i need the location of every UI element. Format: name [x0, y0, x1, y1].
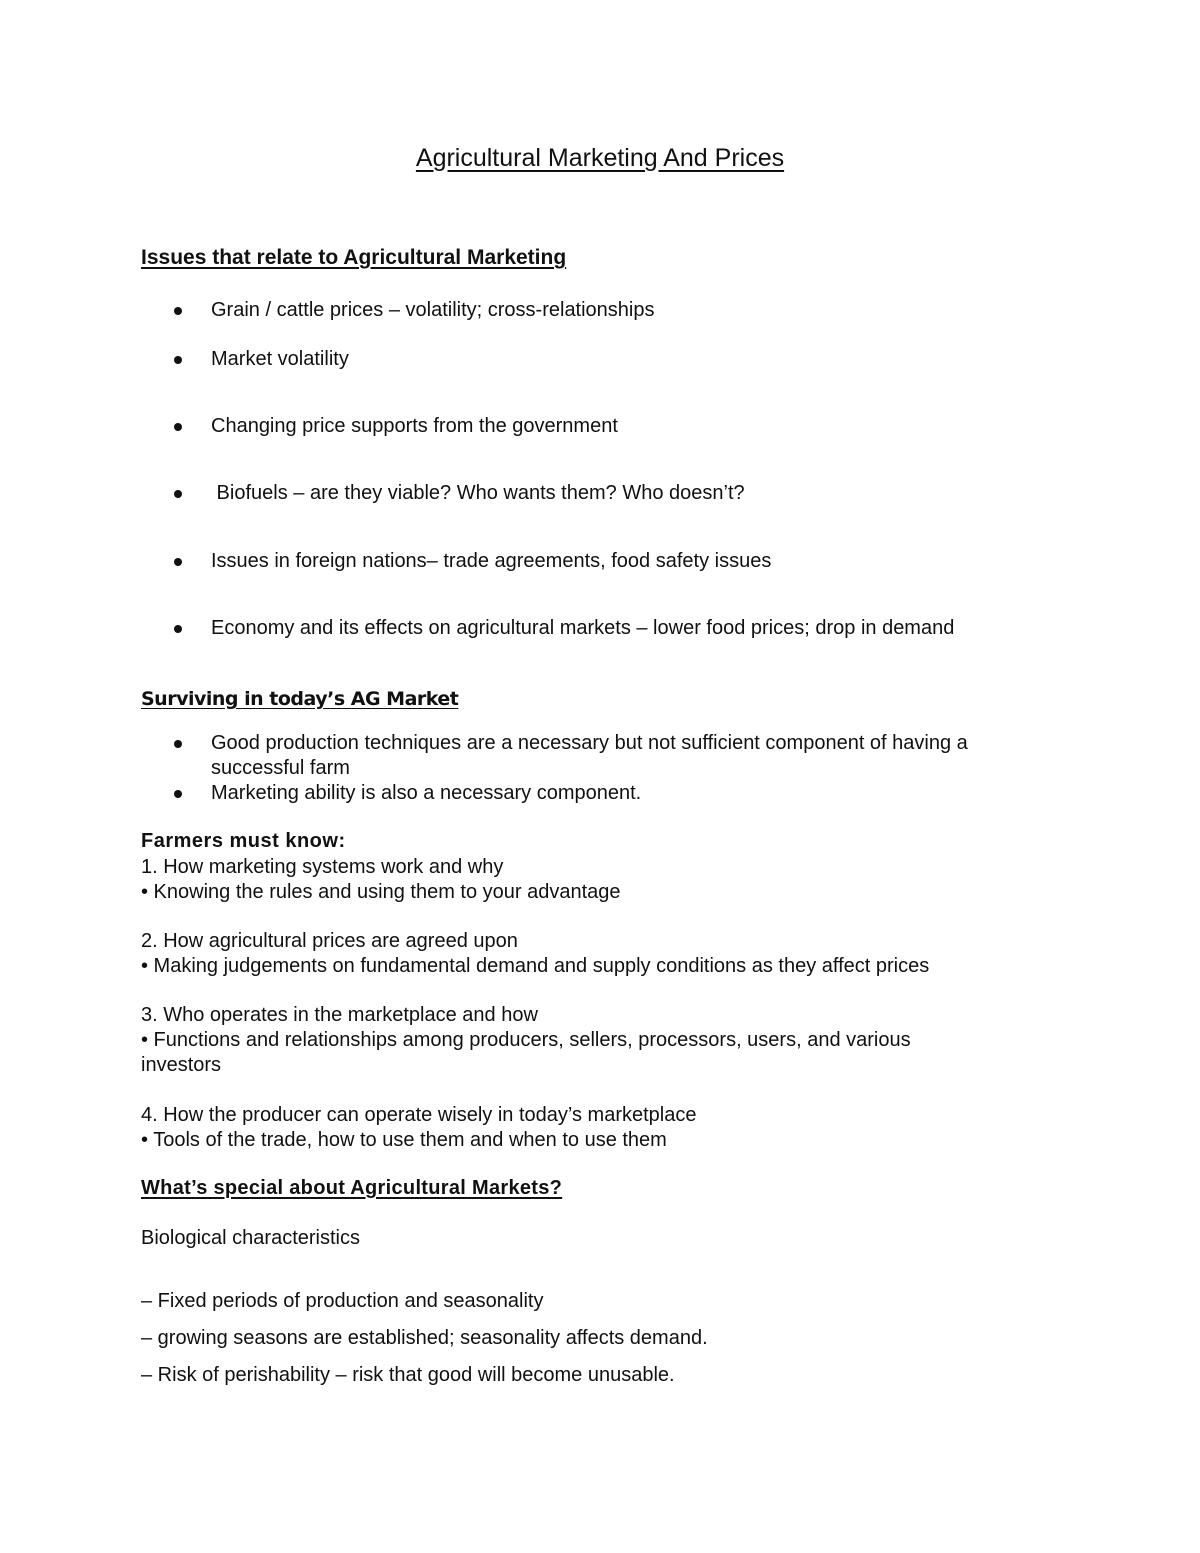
list-item: Economy and its effects on agricultural markets – lower food prices; drop in demand [211, 617, 955, 639]
page-title: Agricultural Marketing And Prices [415, 144, 785, 172]
issues-heading: Issues that relate to Agricultural Marketing [141, 246, 567, 269]
bullet-dot [174, 423, 182, 431]
list-item: Biofuels – are they viable? Who wants them? Who doesn’t? [211, 482, 745, 504]
list-item: Grain / cattle prices – volatility; cross-relationships [211, 299, 655, 321]
list-item: – growing seasons are established; seasonality affects demand. [141, 1327, 708, 1349]
list-item: Market volatility [211, 348, 349, 370]
special-subheading: Biological characteristics [141, 1227, 360, 1249]
sub-item-continuation: investors [141, 1054, 222, 1076]
special-heading: What’s special about Agricultural Markets? [141, 1177, 563, 1199]
sub-item: • Making judgements on fundamental demand and supply conditions as they affect prices [141, 955, 930, 977]
numbered-item: 3. Who operates in the marketplace and how [141, 1004, 538, 1026]
surviving-heading: Surviving in today’s AG Market [141, 688, 459, 710]
list-item: – Fixed periods of production and seasonality [141, 1290, 544, 1312]
sub-item: • Functions and relationships among producers, sellers, processors, users, and various [141, 1029, 911, 1051]
bullet-dot [174, 790, 182, 798]
list-item: Marketing ability is also a necessary component. [211, 782, 642, 804]
bullet-dot [174, 307, 182, 315]
bullet-dot [174, 490, 182, 498]
numbered-item: 2. How agricultural prices are agreed upon [141, 930, 518, 952]
list-item-continuation: successful farm [211, 757, 350, 779]
bullet-dot [174, 625, 182, 633]
numbered-item: 4. How the producer can operate wisely in today’s marketplace [141, 1104, 697, 1126]
farmers-heading: Farmers must know: [141, 830, 346, 852]
bullet-dot [174, 558, 182, 566]
list-item: Good production techniques are a necessary but not sufficient component of having a [211, 732, 968, 754]
sub-item: • Tools of the trade, how to use them and when to use them [141, 1129, 667, 1151]
list-item: – Risk of perishability – risk that good will become unusable. [141, 1364, 675, 1386]
sub-item: • Knowing the rules and using them to your advantage [141, 881, 621, 903]
numbered-item: 1. How marketing systems work and why [141, 856, 504, 878]
list-item: Changing price supports from the government [211, 415, 618, 437]
bullet-dot [174, 740, 182, 748]
list-item: Issues in foreign nations– trade agreements, food safety issues [211, 550, 772, 572]
bullet-dot [174, 356, 182, 364]
